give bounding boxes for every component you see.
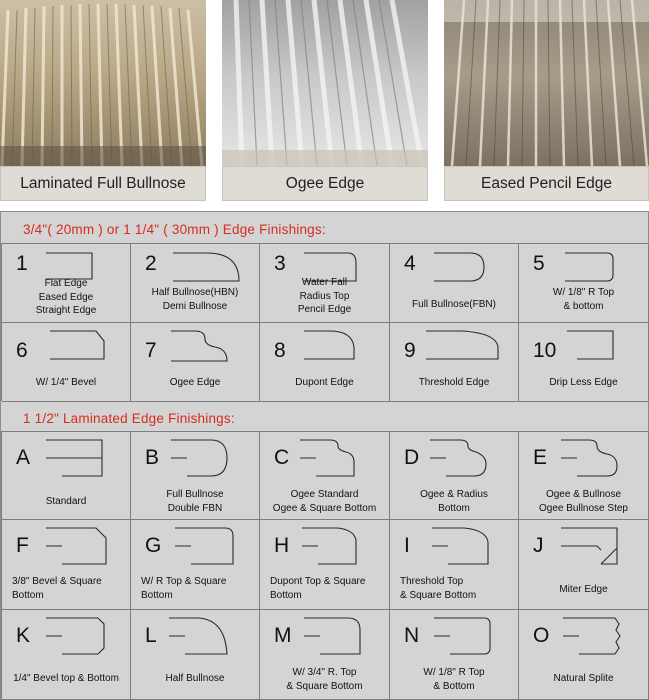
edge-code: I <box>404 534 410 557</box>
edge-description: W/ R Top & Square Bottom <box>141 576 227 601</box>
photo-caption: Eased Pencil Edge <box>444 166 649 201</box>
threshold-profile-icon <box>426 329 516 363</box>
edge-description: 1/4" Bevel top & Bottom <box>13 673 119 684</box>
edge-cell-2 <box>131 244 260 323</box>
edge-cell-5 <box>519 244 649 323</box>
edge-code: B <box>145 446 160 469</box>
eased-pencil-edge-photo <box>444 0 649 166</box>
edge-code: O <box>533 624 550 647</box>
edge-code: 1 <box>16 252 28 275</box>
edge-code: L <box>145 624 157 647</box>
lam-half-bullnose-profile-icon <box>169 616 249 658</box>
edge-description: Threshold Edge <box>418 377 490 388</box>
edge-cell-E <box>519 432 649 520</box>
edge-description: Drip Less Edge <box>549 377 618 388</box>
edge-code: K <box>16 624 31 647</box>
edge-description: Half Bullnose(HBN) Demi Bullnose <box>151 287 239 312</box>
edge-cell-C <box>260 432 390 520</box>
photo-ogee-edge <box>222 0 428 201</box>
edge-description: Threshold Top & Square Bottom <box>400 576 477 601</box>
edge-code: 2 <box>145 252 157 275</box>
edge-code: 7 <box>145 339 157 362</box>
edge-cell-H <box>260 520 390 610</box>
dupont-profile-icon <box>304 329 384 363</box>
bevel-profile-icon <box>50 329 120 361</box>
lam-18r-profile-icon <box>434 616 514 658</box>
edge-description: Full Bullnose(FBN) <box>412 299 496 310</box>
lam-natural-split-profile-icon <box>563 616 643 658</box>
edge-code: N <box>404 624 420 647</box>
lam-miter-profile-icon <box>561 526 641 568</box>
edge-code: A <box>16 446 31 469</box>
edge-cell-4 <box>390 244 519 323</box>
edge-cell-M <box>260 610 390 700</box>
lam-full-bullnose-profile-icon <box>171 438 251 480</box>
section-title-standard-edges: 3/4"( 20mm ) or 1 1/4" ( 30mm ) Edge Finishings: <box>23 222 326 237</box>
edge-description: Water Fall Radius Top Pencil Edge <box>297 277 352 315</box>
edge-code: 6 <box>16 339 28 362</box>
half-bullnose-profile-icon <box>173 251 243 283</box>
edge-description: Miter Edge <box>559 584 608 595</box>
edge-cell-6 <box>2 323 131 402</box>
edge-description: Natural Splite <box>553 673 614 684</box>
edge-code: 5 <box>533 252 545 275</box>
edge-code: H <box>274 534 290 557</box>
edge-description: Full Bullnose Double FBN <box>166 489 224 514</box>
edge-code: M <box>274 624 292 647</box>
edge-cell-N <box>390 610 519 700</box>
edge-cell-J <box>519 520 649 610</box>
edge-code: 9 <box>404 339 416 362</box>
lam-bevel-both-profile-icon <box>46 616 126 658</box>
edge-cell-A <box>2 432 131 520</box>
edge-cell-O <box>519 610 649 700</box>
lam-ogee-bullnose-profile-icon <box>561 438 641 480</box>
edge-description: Flat Edge Eased Edge Straight Edge <box>35 278 97 316</box>
edge-cell-9 <box>390 323 519 402</box>
edge-description: Ogee Standard Ogee & Square Bottom <box>272 489 377 514</box>
lam-dupont-profile-icon <box>302 526 382 568</box>
edge-code: 4 <box>404 252 416 275</box>
edge-cell-D <box>390 432 519 520</box>
edge-cell-10 <box>519 323 649 402</box>
edge-cell-I <box>390 520 519 610</box>
edge-description: Standard <box>45 496 87 507</box>
lam-34r-top-profile-icon <box>304 616 384 658</box>
edge-cell-L <box>131 610 260 700</box>
full-bullnose-profile-icon <box>434 251 504 283</box>
lam-bevel-profile-icon <box>46 526 126 568</box>
laminated-full-bullnose-photo <box>0 0 206 166</box>
edge-cell-F <box>2 520 131 610</box>
edge-description: Ogee & Bullnose Ogee Bullnose Step <box>539 489 628 514</box>
ogee-profile-icon <box>171 329 251 365</box>
edge-code: G <box>145 534 162 557</box>
dripless-profile-icon <box>567 329 647 363</box>
lam-ogee-radius-profile-icon <box>430 438 510 480</box>
lam-standard-profile-icon <box>46 438 116 478</box>
radius-top-bottom-profile-icon <box>565 251 635 283</box>
ogee-edge-photo <box>222 0 428 166</box>
photo-caption: Ogee Edge <box>222 166 428 201</box>
edge-description: Half Bullnose <box>165 673 225 684</box>
edge-description: Dupont Edge <box>295 377 354 388</box>
edge-code: 3 <box>274 252 286 275</box>
edge-code: C <box>274 446 290 469</box>
edge-description: W/ 1/8" R Top & Bottom <box>423 667 485 692</box>
edge-cell-7 <box>131 323 260 402</box>
edge-code: 10 <box>533 339 557 362</box>
photo-laminated-full-bullnose <box>0 0 206 201</box>
edge-description: W/ 1/4" Bevel <box>35 377 97 388</box>
standard-edge-grid <box>1 243 648 401</box>
photo-eased-pencil-edge <box>444 0 649 201</box>
edge-cell-B <box>131 432 260 520</box>
edge-code: 8 <box>274 339 286 362</box>
edge-code: D <box>404 446 420 469</box>
edge-description: W/ 3/4" R. Top & Square Bottom <box>286 667 363 692</box>
edge-cell-1 <box>2 244 131 323</box>
edge-cell-8 <box>260 323 390 402</box>
edge-cell-3 <box>260 244 390 323</box>
edge-code: J <box>533 534 544 557</box>
edge-description: W/ 1/8" R Top & bottom <box>552 287 615 312</box>
photo-caption: Laminated Full Bullnose <box>0 166 206 201</box>
edge-description: 3/8" Bevel & Square Bottom <box>12 576 102 601</box>
edge-description: Dupont Top & Square Bottom <box>270 576 366 601</box>
edge-cell-G <box>131 520 260 610</box>
edge-finishing-chart <box>0 211 649 700</box>
section-title-laminated-edges: 1 1/2" Laminated Edge Finishings: <box>23 411 235 426</box>
laminated-edge-grid <box>1 431 648 699</box>
lam-r-top-profile-icon <box>175 526 255 568</box>
edge-description: Ogee & Radius Bottom <box>420 489 488 514</box>
edge-code: F <box>16 534 29 557</box>
lam-ogee-profile-icon <box>300 438 380 480</box>
edge-description: Ogee Edge <box>169 377 221 388</box>
edge-cell-K <box>2 610 131 700</box>
edge-code: E <box>533 446 548 469</box>
lam-threshold-profile-icon <box>432 526 512 568</box>
